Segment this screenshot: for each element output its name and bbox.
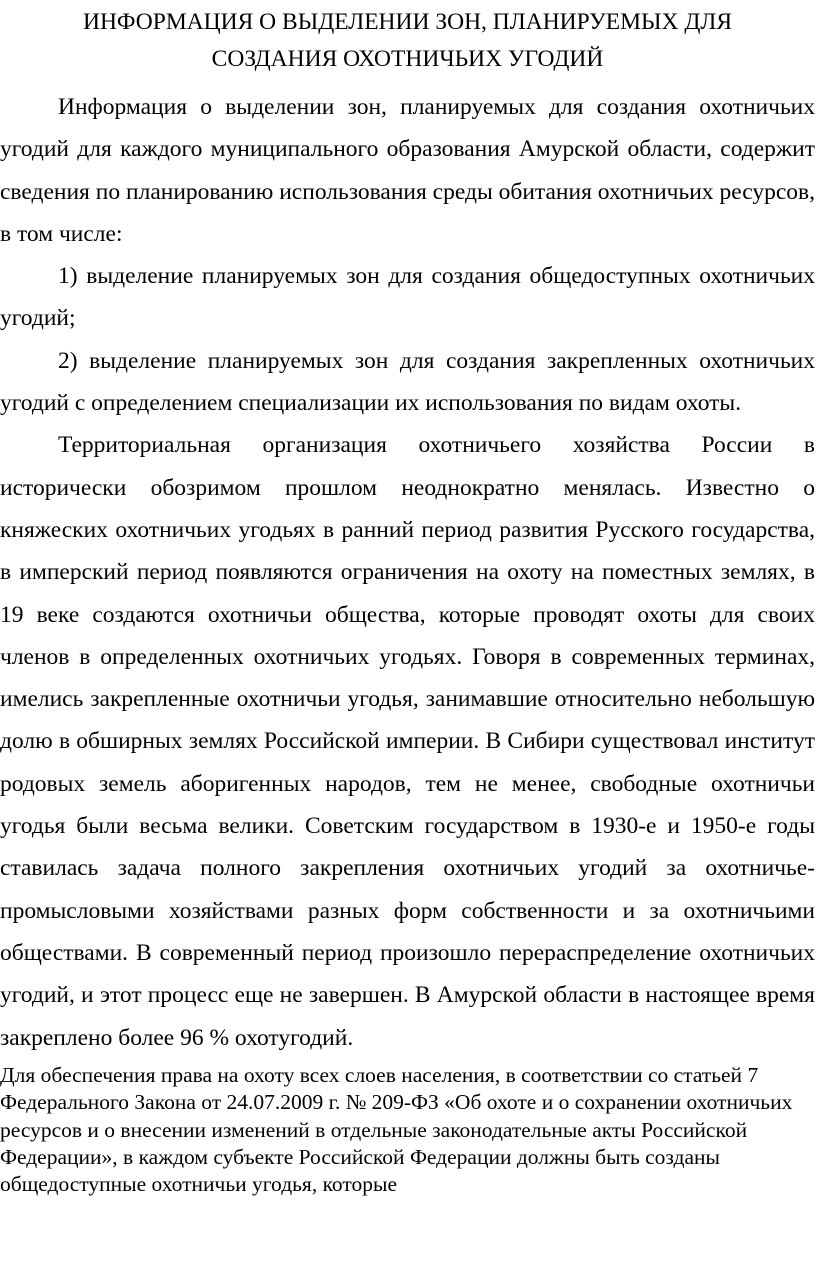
document-title-line-2: СОЗДАНИЯ ОХОТНИЧЬИХ УГОДИЙ: [211, 46, 604, 72]
document-title-line-1: ИНФОРМАЦИЯ О ВЫДЕЛЕНИИ ЗОН, ПЛАНИРУЕМЫХ ДЛЯ: [82, 9, 732, 35]
paragraph-intro: Информация о выделении зон, планируемых для создания охотничьих угодий для каждого муниципального образования Амурской области, содержит сведения по планированию использования среды обитания охотничьих ресурсов, в том числе:: [0, 94, 815, 247]
paragraph-history: Территориальная организация охотничьего хозяйства России в исторически обозримом прошлом неоднократно менялась. Известно о княжеских охотничьих угодьях в ранний период развития Русского государства, в имперский период появляются ограничения на охоту на поместных землях, в 19 веке создаются охотничьи общества, которые проводят охоты для своих членов в определенных охотничьих угодьях. Говоря в современных терминах, имелись закрепленные охотничьи угодья, занимавшие относительно небольшую долю в обширных землях Российской империи. В Сибири существовал институт родовых земель аборигенных народов, тем не менее, свободные охотничьи угодья были весьма велики. Советским государством в 1930-е и 1950-е годы ставилась задача полного закрепления охотничьих угодий за охотничье-промысловыми хозяйствами разных форм собственности и за охотничьими обществами. В современный период произошло перераспределение охотничьих угодий, и этот процесс еще не завершен. В Амурской области в настоящее время закреплено более 96 % охотугодий.: [0, 432, 815, 1051]
document-body: [0, 86, 815, 1059]
paragraph-public-hunting: Для обеспечения права на охоту всех слоев населения, в соответствии со статьей 7 Федерального Закона от 24.07.2009 г. № 209-ФЗ «Об охоте и о сохранении охотничьих ресурсов и о внесении изменений в отдельные законодательные акты Российской Федерации», в каждом субъекте Российской Федерации должны быть созданы общедоступные охотничьи угодья, которые: [0, 1062, 793, 1197]
paragraph-list-item-2: 2) выделение планируемых зон для создания закрепленных охотничьих угодий с определением специализации их использования по видам охоты.: [0, 347, 815, 417]
paragraph-list-item-1: 1) выделение планируемых зон для создания общедоступных охотничьих угодий;: [0, 263, 815, 332]
document-title: [0, 0, 815, 78]
